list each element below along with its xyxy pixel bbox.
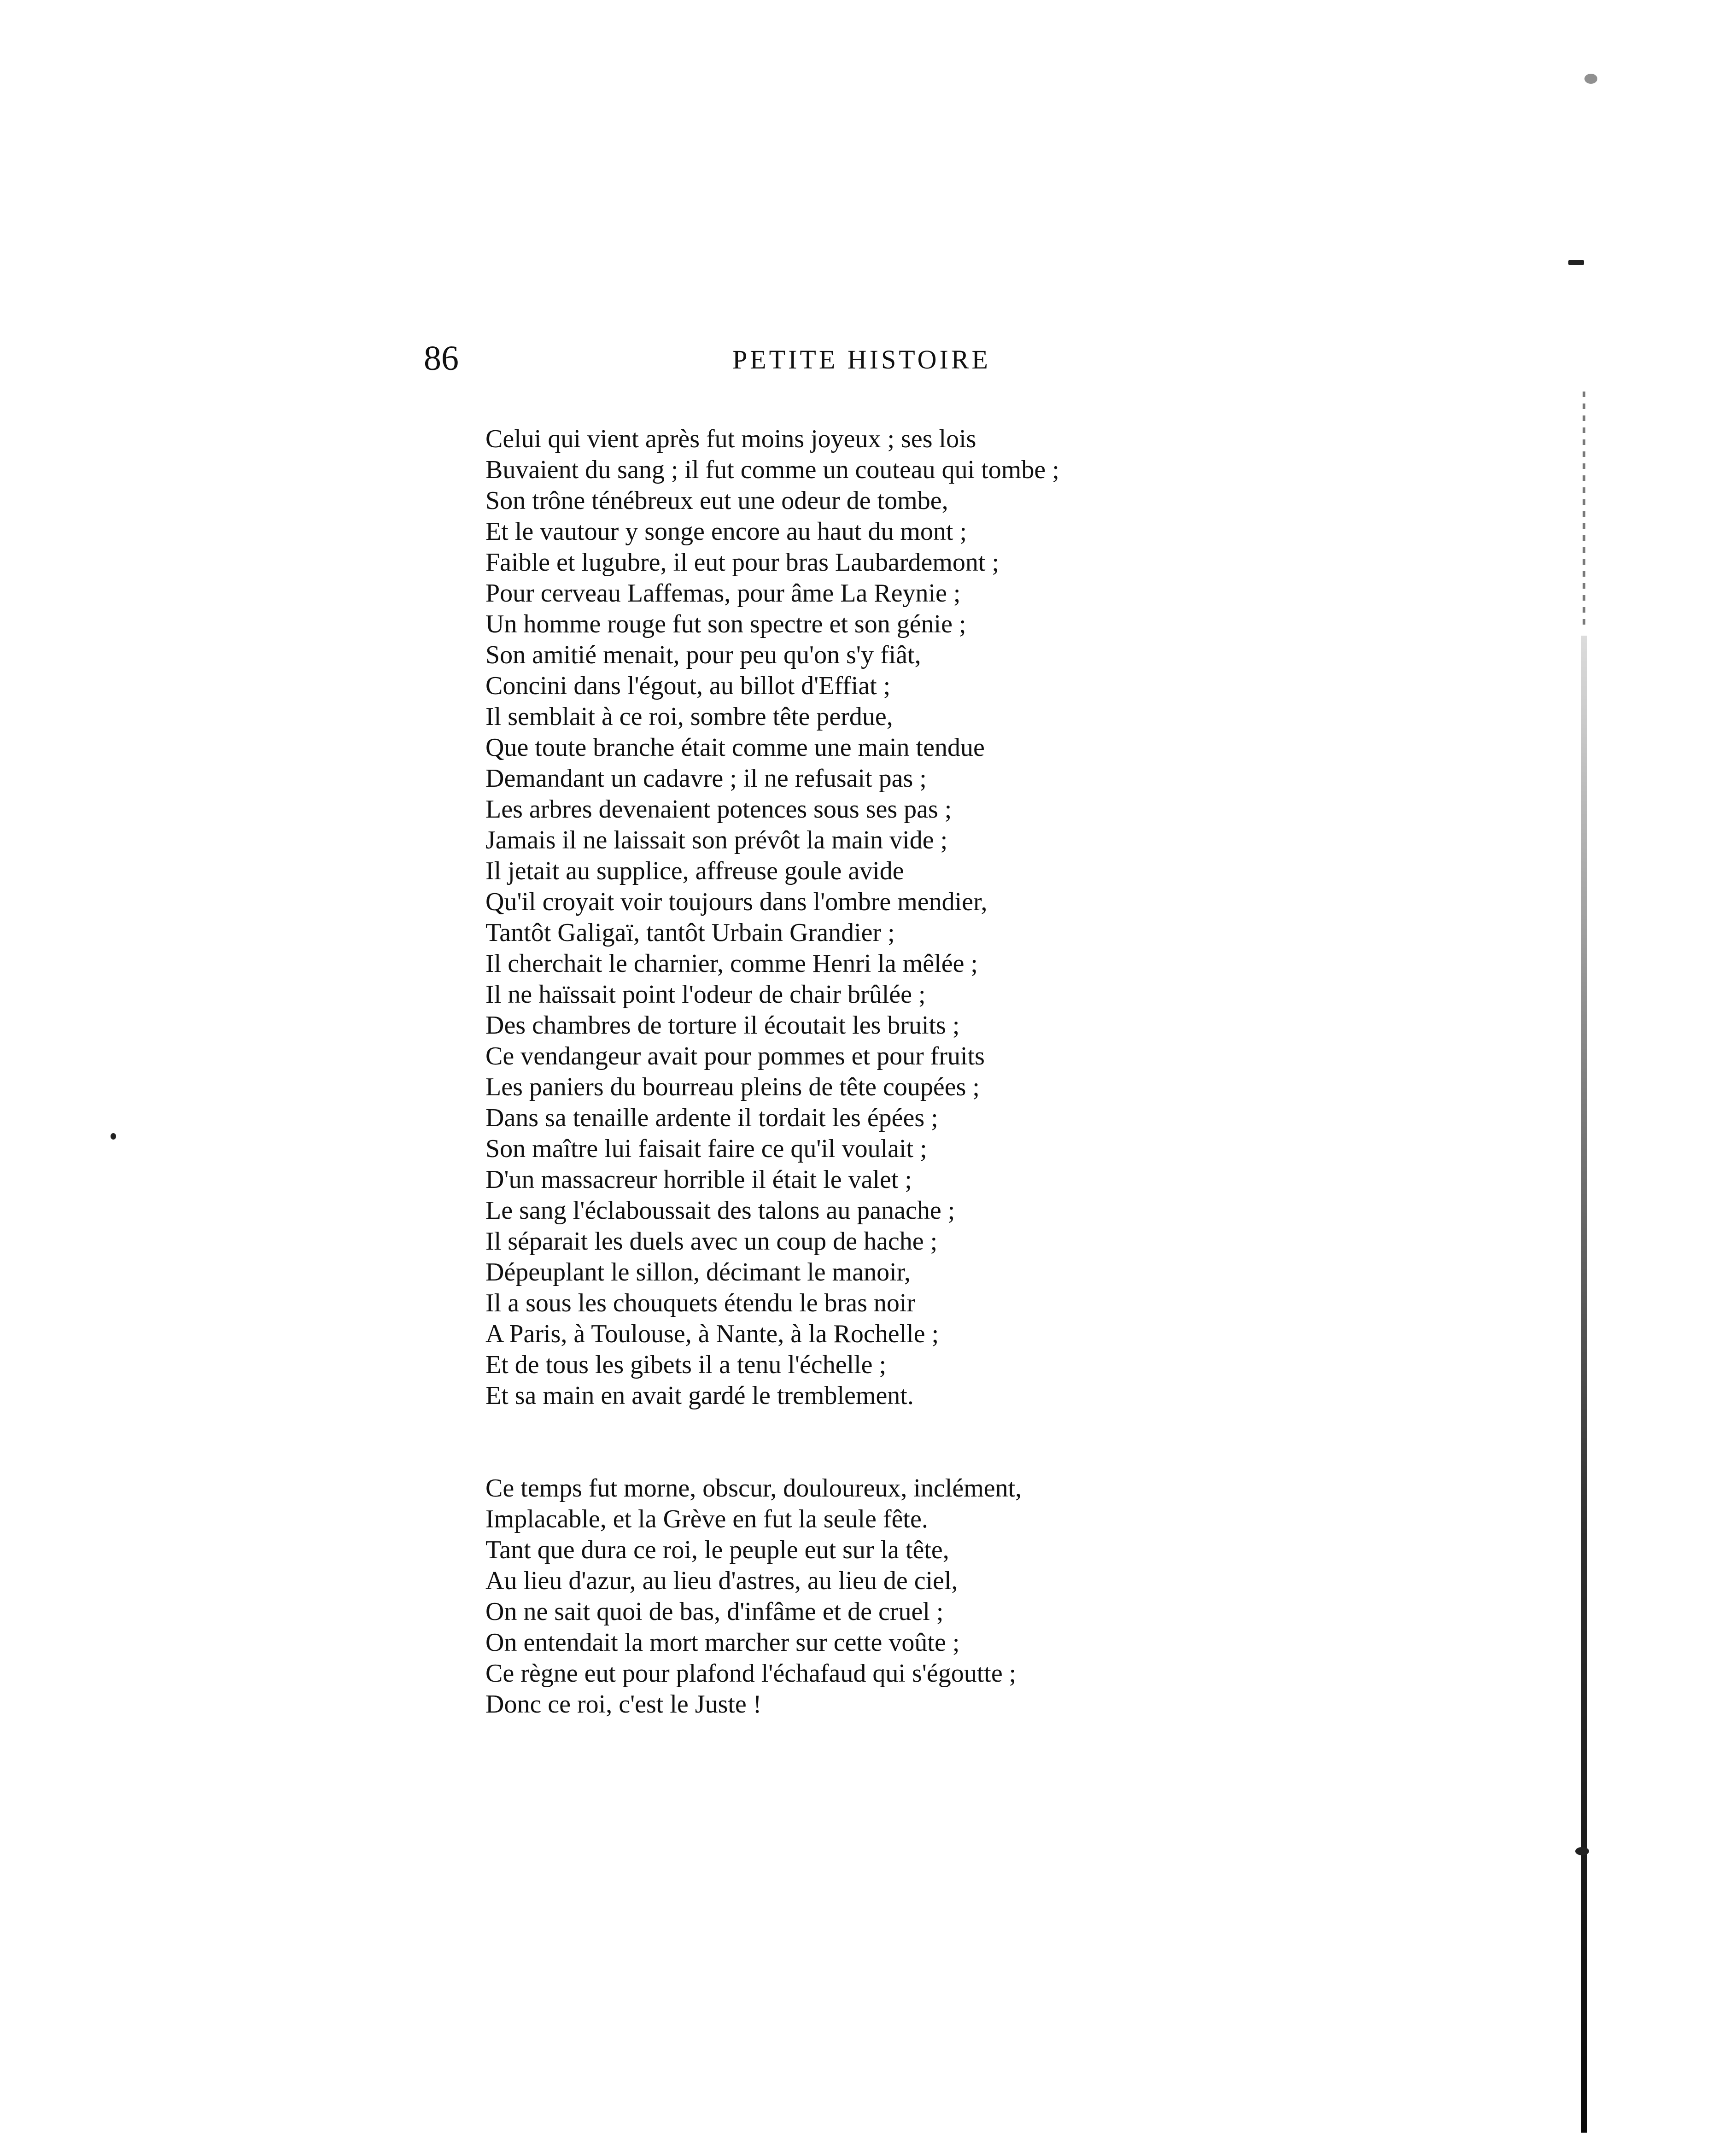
scan-speck bbox=[1584, 74, 1597, 84]
verse-line: Ce règne eut pour plafond l'échafaud qui s'égoutte ; bbox=[485, 1659, 1017, 1688]
scan-edge-shadow bbox=[1581, 636, 1587, 2133]
verse-line: Pour cerveau Laffemas, pour âme La Reynie ; bbox=[485, 579, 961, 608]
verse-line: Au lieu d'azur, au lieu d'astres, au lieu de ciel, bbox=[485, 1567, 958, 1595]
verse-line: Jamais il ne laissait son prévôt la main vide ; bbox=[485, 826, 948, 854]
verse-line: Il a sous les chouquets étendu le bras noir bbox=[485, 1289, 916, 1317]
stanza bbox=[485, 1473, 1268, 1720]
verse-line: Il cherchait le charnier, comme Henri la mêlée ; bbox=[485, 949, 978, 978]
verse-line: Des chambres de torture il écoutait les bruits ; bbox=[485, 1011, 960, 1040]
verse-line: Celui qui vient après fut moins joyeux ; ses lois bbox=[485, 425, 976, 453]
scan-edge-shadow bbox=[1583, 392, 1585, 631]
verse-line: Demandant un cadavre ; il ne refusait pas ; bbox=[485, 764, 927, 793]
verse-line: Tantôt Galigaï, tantôt Urbain Grandier ; bbox=[485, 918, 895, 947]
verse-line: Concini dans l'égout, au billot d'Effiat ; bbox=[485, 672, 891, 700]
verse-line: Il ne haïssait point l'odeur de chair brûlée ; bbox=[485, 980, 926, 1009]
verse-line: Ce temps fut morne, obscur, douloureux, inclément, bbox=[485, 1474, 1022, 1503]
scan-speck bbox=[111, 1133, 116, 1140]
verse-line: D'un massacreur horrible il était le valet ; bbox=[485, 1165, 912, 1194]
verse-line: Et sa main en avait gardé le tremblement. bbox=[485, 1381, 914, 1410]
scan-speck bbox=[1575, 1847, 1589, 1855]
poem bbox=[485, 424, 1268, 1720]
verse-line: Son trône ténébreux eut une odeur de tombe, bbox=[485, 486, 948, 515]
verse-line: Et de tous les gibets il a tenu l'échelle ; bbox=[485, 1351, 887, 1379]
verse-line: Ce vendangeur avait pour pommes et pour fruits bbox=[485, 1042, 985, 1070]
verse-line: A Paris, à Toulouse, à Nante, à la Rochelle ; bbox=[485, 1320, 939, 1348]
verse-line: Dépeuplant le sillon, décimant le manoir, bbox=[485, 1258, 911, 1286]
running-head: PETITE HISTOIRE bbox=[732, 345, 991, 374]
verse-line: Son maître lui faisait faire ce qu'il voulait ; bbox=[485, 1134, 927, 1163]
verse-line: Il séparait les duels avec un coup de hache ; bbox=[485, 1227, 938, 1256]
verse-line: Les paniers du bourreau pleins de tête coupées ; bbox=[485, 1073, 980, 1101]
verse-line: Il semblait à ce roi, sombre tête perdue, bbox=[485, 702, 893, 731]
verse-line: Les arbres devenaient potences sous ses pas ; bbox=[485, 795, 952, 824]
verse-line: Donc ce roi, c'est le Juste ! bbox=[485, 1690, 762, 1719]
verse-line: Le sang l'éclaboussait des talons au panache ; bbox=[485, 1196, 955, 1225]
verse-line: Qu'il croyait voir toujours dans l'ombre mendier, bbox=[485, 888, 988, 916]
verse-line: Dans sa tenaille ardente il tordait les épées ; bbox=[485, 1104, 938, 1132]
verse-line: Son amitié menait, pour peu qu'on s'y fiât, bbox=[485, 641, 921, 669]
verse-line: Tant que dura ce roi, le peuple eut sur la tête, bbox=[485, 1536, 949, 1564]
verse-line: On ne sait quoi de bas, d'infâme et de cruel ; bbox=[485, 1597, 944, 1626]
verse-line: Il jetait au supplice, affreuse goule avide bbox=[485, 857, 904, 885]
scan-speck bbox=[1568, 260, 1584, 265]
verse-line: Un homme rouge fut son spectre et son génie ; bbox=[485, 610, 966, 638]
verse-line: Implacable, et la Grève en fut la seule fête. bbox=[485, 1505, 928, 1533]
verse-line: On entendait la mort marcher sur cette voûte ; bbox=[485, 1628, 960, 1657]
verse-line: Faible et lugubre, il eut pour bras Laubardemont ; bbox=[485, 548, 1000, 577]
verse-line: Que toute branche était comme une main tendue bbox=[485, 733, 985, 762]
page-number: 86 bbox=[424, 339, 459, 378]
verse-line: Et le vautour y songe encore au haut du mont ; bbox=[485, 517, 967, 546]
verse-line: Buvaient du sang ; il fut comme un couteau qui tombe ; bbox=[485, 456, 1059, 484]
stanza bbox=[485, 424, 1268, 1411]
